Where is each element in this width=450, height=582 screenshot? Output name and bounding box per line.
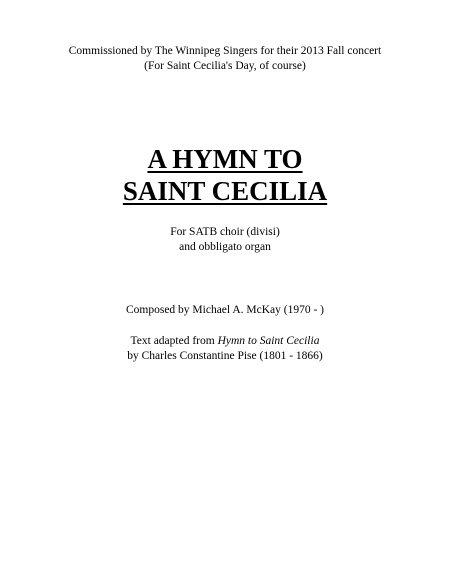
scoring-voices: For SATB choir (divisi) <box>170 226 280 238</box>
source-work-title: Hymn to Saint Cecilia <box>217 335 320 347</box>
title-line-1-text: A HYMN TO <box>147 144 303 174</box>
text-credit-author: by Charles Constantine Pise (1801 - 1866) <box>127 350 323 362</box>
text-credit-prefix: Text adapted from <box>130 335 218 347</box>
title-line-2 <box>0 175 450 207</box>
composer-credit <box>0 303 450 318</box>
commission-line: Commissioned by The Winnipeg Singers for their 2013 Fall concert <box>68 45 382 57</box>
text-credit-line-1 <box>0 334 450 349</box>
title-line-2-text: SAINT CECILIA <box>122 176 328 206</box>
scoring-info <box>0 225 450 255</box>
page-title <box>0 143 450 207</box>
commission-occasion: (For Saint Cecilia's Day, of course) <box>144 60 306 72</box>
composer-line: Composed by Michael A. McKay (1970 - ) <box>125 304 325 316</box>
title-line-1 <box>0 143 450 175</box>
commission-note <box>0 44 450 74</box>
scoring-instrument: and obbligato organ <box>179 241 271 253</box>
text-credit <box>0 334 450 364</box>
